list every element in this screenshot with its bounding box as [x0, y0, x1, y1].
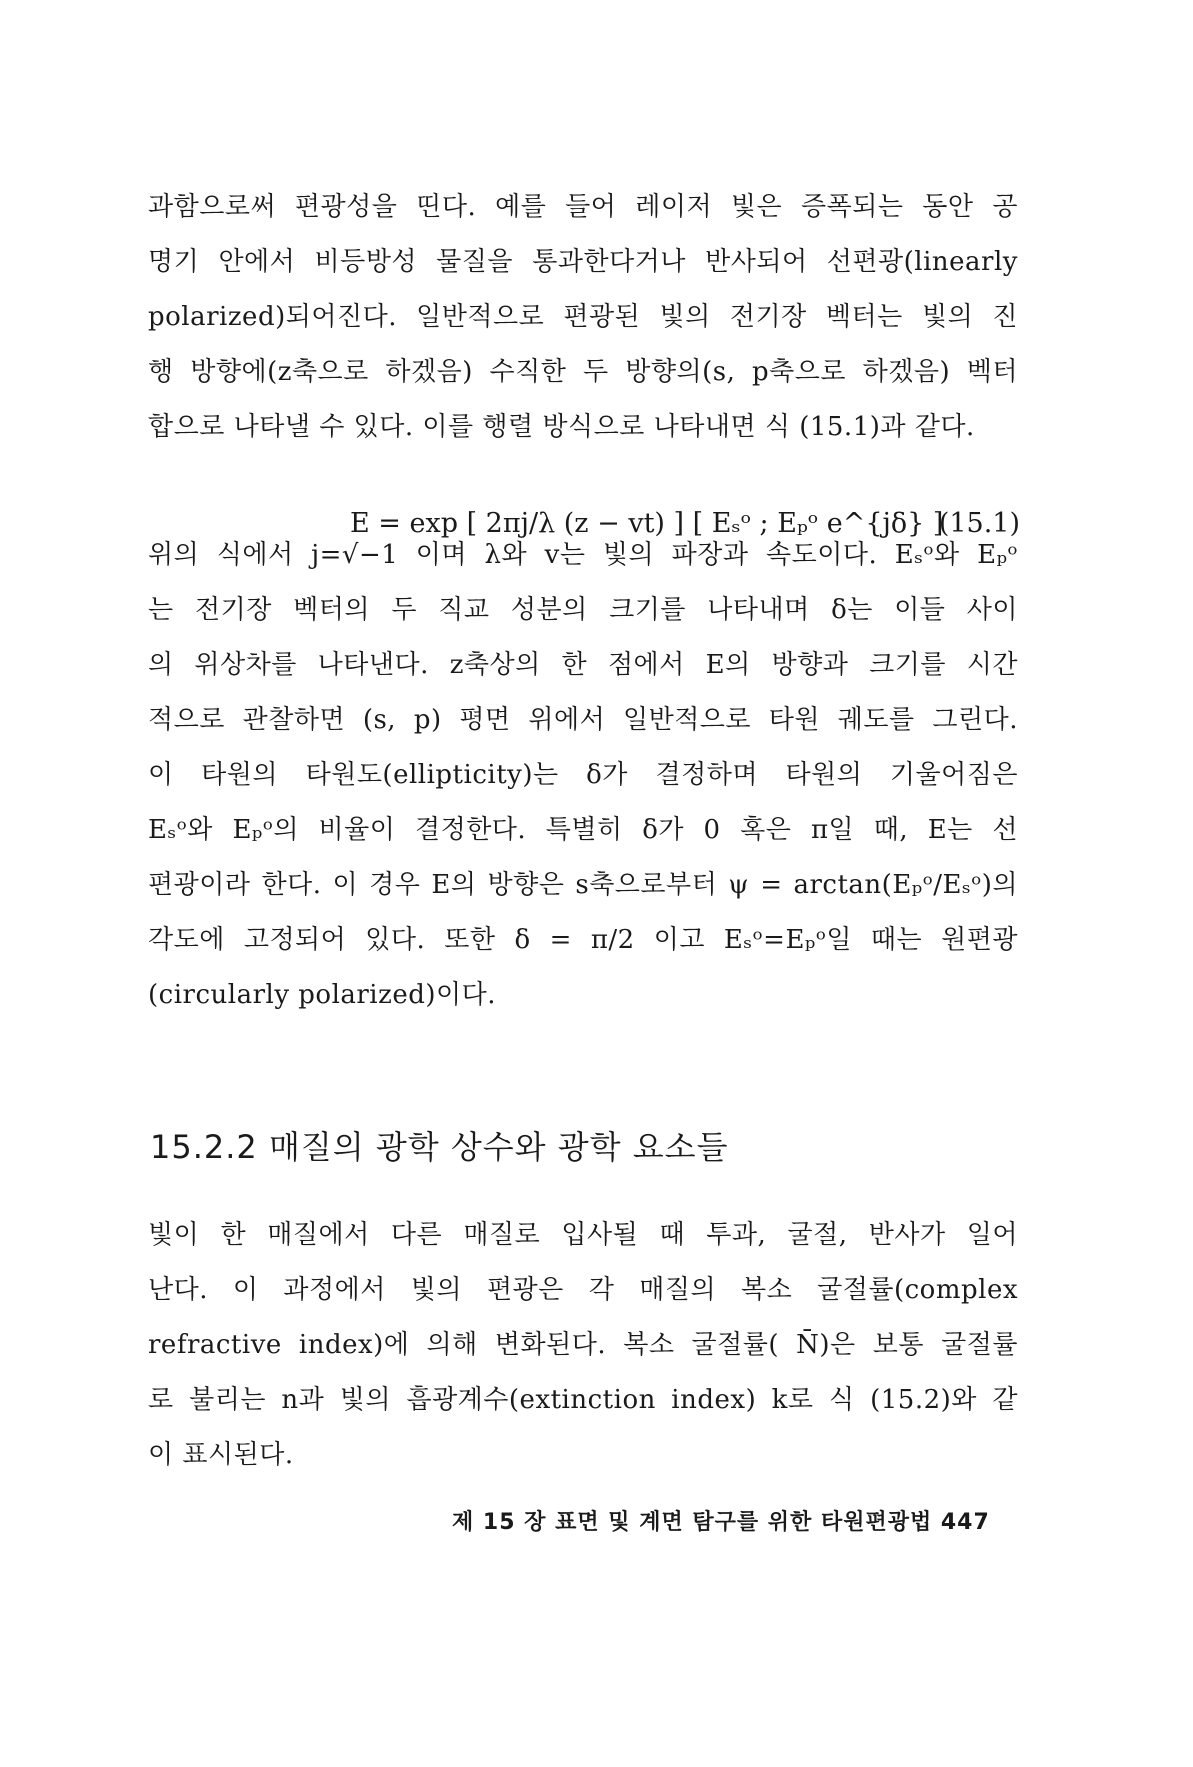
equation-number: (15.1) [938, 508, 1020, 539]
paragraph-intro [148, 180, 1018, 455]
page-number: 447 [940, 1510, 990, 1535]
footer-chapter: 제 15 장 [452, 1510, 547, 1535]
section-heading: 15.2.2 매질의 광학 상수와 광학 요소들 [150, 1128, 729, 1166]
text-line: 행 방향에(z축으로 하겠음) 수직한 두 방향의(s, p축으로 하겠음) 벡터 [148, 357, 1018, 387]
text-line: 적으로 관찰하면 (s, p) 평면 위에서 일반적으로 타원 궤도를 그린다. [148, 705, 1018, 735]
page-footer [452, 1505, 990, 1536]
text-line: 의 위상차를 나타낸다. z축상의 한 점에서 E의 방향과 크기를 시간 [148, 650, 1018, 680]
text-line: 로 불리는 n과 빛의 흡광계수(extinction index) k로 식 (15.2)와 같 [148, 1385, 1018, 1415]
text-line: 위의 식에서 j=√−1 이며 λ와 v는 빛의 파장과 속도이다. Eₛᵒ와 Eₚᵒ [148, 540, 1018, 570]
text-line: 편광이라 한다. 이 경우 E의 방향은 s축으로부터 ψ = arctan(Eₚᵒ/Eₛᵒ)의 [148, 870, 1018, 900]
paragraph-explanation [148, 528, 1018, 1023]
text-line: 과함으로써 편광성을 띤다. 예를 들어 레이저 빛은 증폭되는 동안 공 [148, 192, 1018, 222]
text-line: 는 전기장 벡터의 두 직교 성분의 크기를 나타내며 δ는 이들 사이 [148, 595, 1018, 625]
text-line: 이 표시된다. [148, 1440, 294, 1470]
text-line: 각도에 고정되어 있다. 또한 δ = π/2 이고 Eₛᵒ=Eₚᵒ일 때는 원편광 [148, 925, 1018, 955]
text-line: 빛이 한 매질에서 다른 매질로 입사될 때 투과, 굴절, 반사가 일어 [148, 1220, 1018, 1250]
text-line: refractive index)에 의해 변화된다. 복소 굴절률( N̄)은 보통 굴절률 [148, 1330, 1018, 1360]
text-line: 명기 안에서 비등방성 물질을 통과한다거나 반사되어 선편광(linearly [148, 247, 1018, 277]
equation-body: E = exp [ 2πj/λ (z − vt) ] [ Eₛᵒ ; Eₚᵒ e^{jδ} ] [350, 508, 944, 539]
paragraph-refractive-index [148, 1208, 1018, 1483]
text-line: Eₛᵒ와 Eₚᵒ의 비율이 결정한다. 특별히 δ가 0 혹은 π일 때, E는 선 [148, 815, 1018, 845]
text-line: polarized)되어진다. 일반적으로 편광된 빛의 전기장 벡터는 빛의 진 [148, 302, 1018, 332]
text-line: 이 타원의 타원도(ellipticity)는 δ가 결정하며 타원의 기울어짐은 [148, 760, 1018, 790]
footer-title: 표면 및 계면 탐구를 위한 타원편광법 [555, 1510, 933, 1535]
text-line: (circularly polarized)이다. [148, 980, 496, 1010]
text-line: 난다. 이 과정에서 빛의 편광은 각 매질의 복소 굴절률(complex [148, 1275, 1018, 1305]
text-line: 합으로 나타낼 수 있다. 이를 행렬 방식으로 나타내면 식 (15.1)과 같다. [148, 412, 975, 442]
